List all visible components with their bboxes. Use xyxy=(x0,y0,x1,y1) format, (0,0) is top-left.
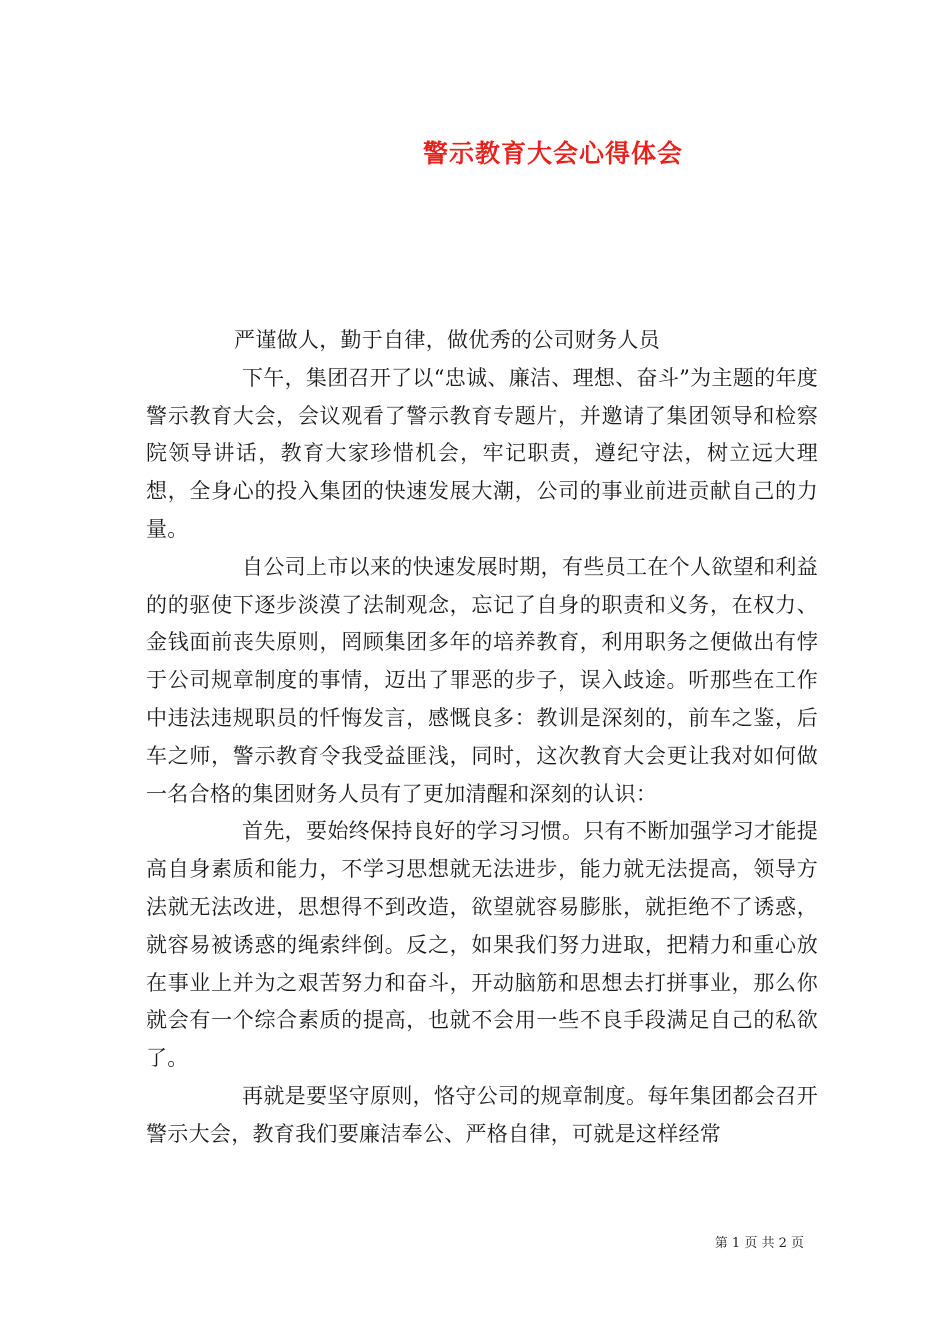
document-body xyxy=(146,322,818,1154)
paragraph-1: 下午，集团召开了以“忠诚、廉洁、理想、奋斗”为主题的年度警示教育大会，会议观看了警示教育专题片，并邀请了集团领导和检察院领导讲话，教育大家珍惜机会，牢记职责，遵纪守法，树立远大理想，全身心的投入集团的快速发展大潮，公司的事业前进贡献自己的力量。 xyxy=(146,365,818,541)
document-title: 警示教育大会心得体会 xyxy=(422,139,683,168)
page-number-footer: 第 1 页 共 2 页 xyxy=(714,1236,804,1251)
paragraph-2: 自公司上市以来的快速发展时期，有些员工在个人欲望和利益的的驱使下逐步淡漠了法制观念，忘记了自身的职责和义务，在权力、金钱面前丧失原则，罔顾集团多年的培养教育，利用职务之便做出有悖于公司规章制度的事情，迈出了罪恶的步子，误入歧途。听那些在工作中违法违规职员的忏悔发言，感慨良多：教训是深刻的，前车之鉴，后车之师，警示教育令我受益匪浅，同时，这次教育大会更让我对如何做一名合格的集团财务人员有了更加清醒和深刻的认识： xyxy=(146,554,818,806)
document-subtitle: 严谨做人，勤于自律，做优秀的公司财务人员 xyxy=(234,328,660,352)
paragraph-3: 首先，要始终保持良好的学习习惯。只有不断加强学习才能提高自身素质和能力，不学习思想就无法进步，能力就无法提高，领导方法就无法改进，思想得不到改造，欲望就容易膨胀，就拒绝不了诱惑，就容易被诱惑的绳索绊倒。反之，如果我们努力进取，把精力和重心放在事业上并为之艰苦努力和奋斗，开动脑筋和思想去打拼事业，那么你就会有一个综合素质的提高，也就不会用一些不良手段满足自己的私欲了。 xyxy=(146,819,818,1071)
paragraph-4: 再就是要坚守原则，恪守公司的规章制度。每年集团都会召开警示大会，教育我们要廉洁奉公、严格自律，可就是这样经常 xyxy=(146,1083,818,1146)
